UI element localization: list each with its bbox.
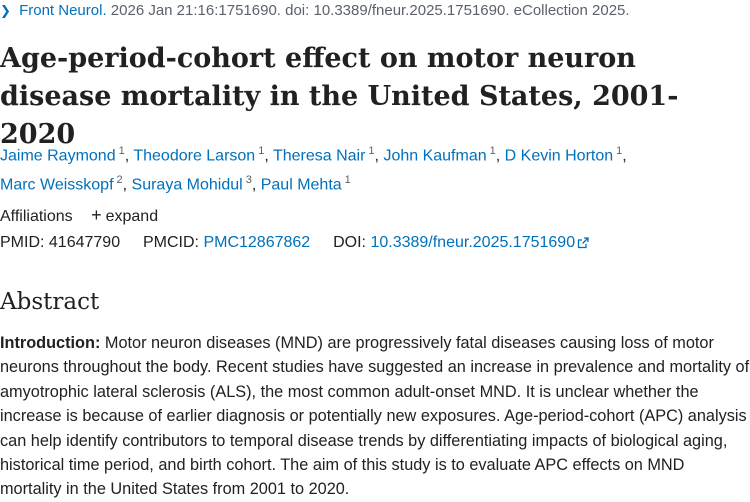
introduction-text: Motor neuron diseases (MND) are progressively fatal diseases causing loss of motor neurons throughout the body. Recent studies have suggested an increase in prevalence and mortality of amyotrophic lateral sclerosis (ALS), the most common adult-onset MND. It is unclear whether the increase is because of earlier diagnosis or potentially new exposures. Age-period-cohort (APC) analysis can help identify contributors to temporal disease trends by differentiating impacts of biological aging, historical time period, and birth cohort. The aim of this study is to evaluate APC effects on MND mortality in the United States from 2001 to 2020. xyxy=(0,334,750,499)
chevron-right-icon: ❯ xyxy=(0,3,11,18)
pmcid-link[interactable]: PMC12867862 xyxy=(203,234,311,251)
plus-icon: + xyxy=(91,205,102,225)
identifiers-row xyxy=(0,232,589,256)
author-link[interactable]: Marc Weisskopf xyxy=(0,176,114,194)
affiliations-expand-button[interactable] xyxy=(91,205,159,225)
pmcid-label: PMCID: xyxy=(143,234,199,251)
pmid-label: PMID: xyxy=(0,234,45,251)
affiliation-ref[interactable]: 2 xyxy=(116,174,123,187)
abstract-heading: Abstract xyxy=(0,289,100,315)
article-title: Age-period-cohort effect on motor neuron disease mortality in the United States, 2001-2020 xyxy=(0,43,679,150)
affiliation-ref[interactable]: 1 xyxy=(489,145,496,157)
affiliation-ref[interactable]: 1 xyxy=(258,145,265,157)
affiliation-ref[interactable]: 1 xyxy=(344,174,351,187)
author-separator: , xyxy=(122,176,132,194)
affiliations-row xyxy=(0,204,158,228)
abstract-introduction xyxy=(0,331,750,502)
author-separator: , xyxy=(495,147,505,165)
author-link[interactable]: Suraya Mohidul xyxy=(131,176,243,194)
author-link[interactable]: D Kevin Horton xyxy=(504,147,614,165)
doi-link[interactable] xyxy=(370,234,589,251)
affiliation-ref[interactable]: 3 xyxy=(245,174,252,187)
author-link[interactable]: Paul Mehta xyxy=(260,176,342,194)
affiliation-ref[interactable]: 1 xyxy=(616,145,623,157)
authors-list xyxy=(0,139,745,198)
author-link[interactable]: Theresa Nair xyxy=(272,147,366,165)
pmid-value: 41647790 xyxy=(48,234,121,251)
doi-label: DOI: xyxy=(333,234,366,251)
author-separator: , xyxy=(124,147,134,165)
journal-link[interactable]: Front Neurol. xyxy=(19,2,107,19)
author-link[interactable]: Theodore Larson xyxy=(133,147,256,165)
citation-line xyxy=(0,2,630,19)
author-separator: , xyxy=(622,147,627,165)
author-separator: , xyxy=(251,176,261,194)
expand-label: expand xyxy=(105,208,159,225)
affiliations-label: Affiliations xyxy=(0,208,73,225)
citation-details: 2026 Jan 21:16:1751690. doi: 10.3389/fneur.2025.1751690. eCollection 2025. xyxy=(110,2,630,19)
author-link[interactable]: John Kaufman xyxy=(383,147,487,165)
affiliation-ref[interactable]: 1 xyxy=(368,145,375,157)
external-link-icon xyxy=(577,234,589,256)
author-link[interactable]: Jaime Raymond xyxy=(0,147,116,165)
author-separator: , xyxy=(374,147,384,165)
introduction-label: Introduction: xyxy=(0,334,101,352)
author-separator: , xyxy=(264,147,273,165)
doi-value: 10.3389/fneur.2025.1751690 xyxy=(370,234,576,251)
affiliation-ref[interactable]: 1 xyxy=(118,145,125,157)
